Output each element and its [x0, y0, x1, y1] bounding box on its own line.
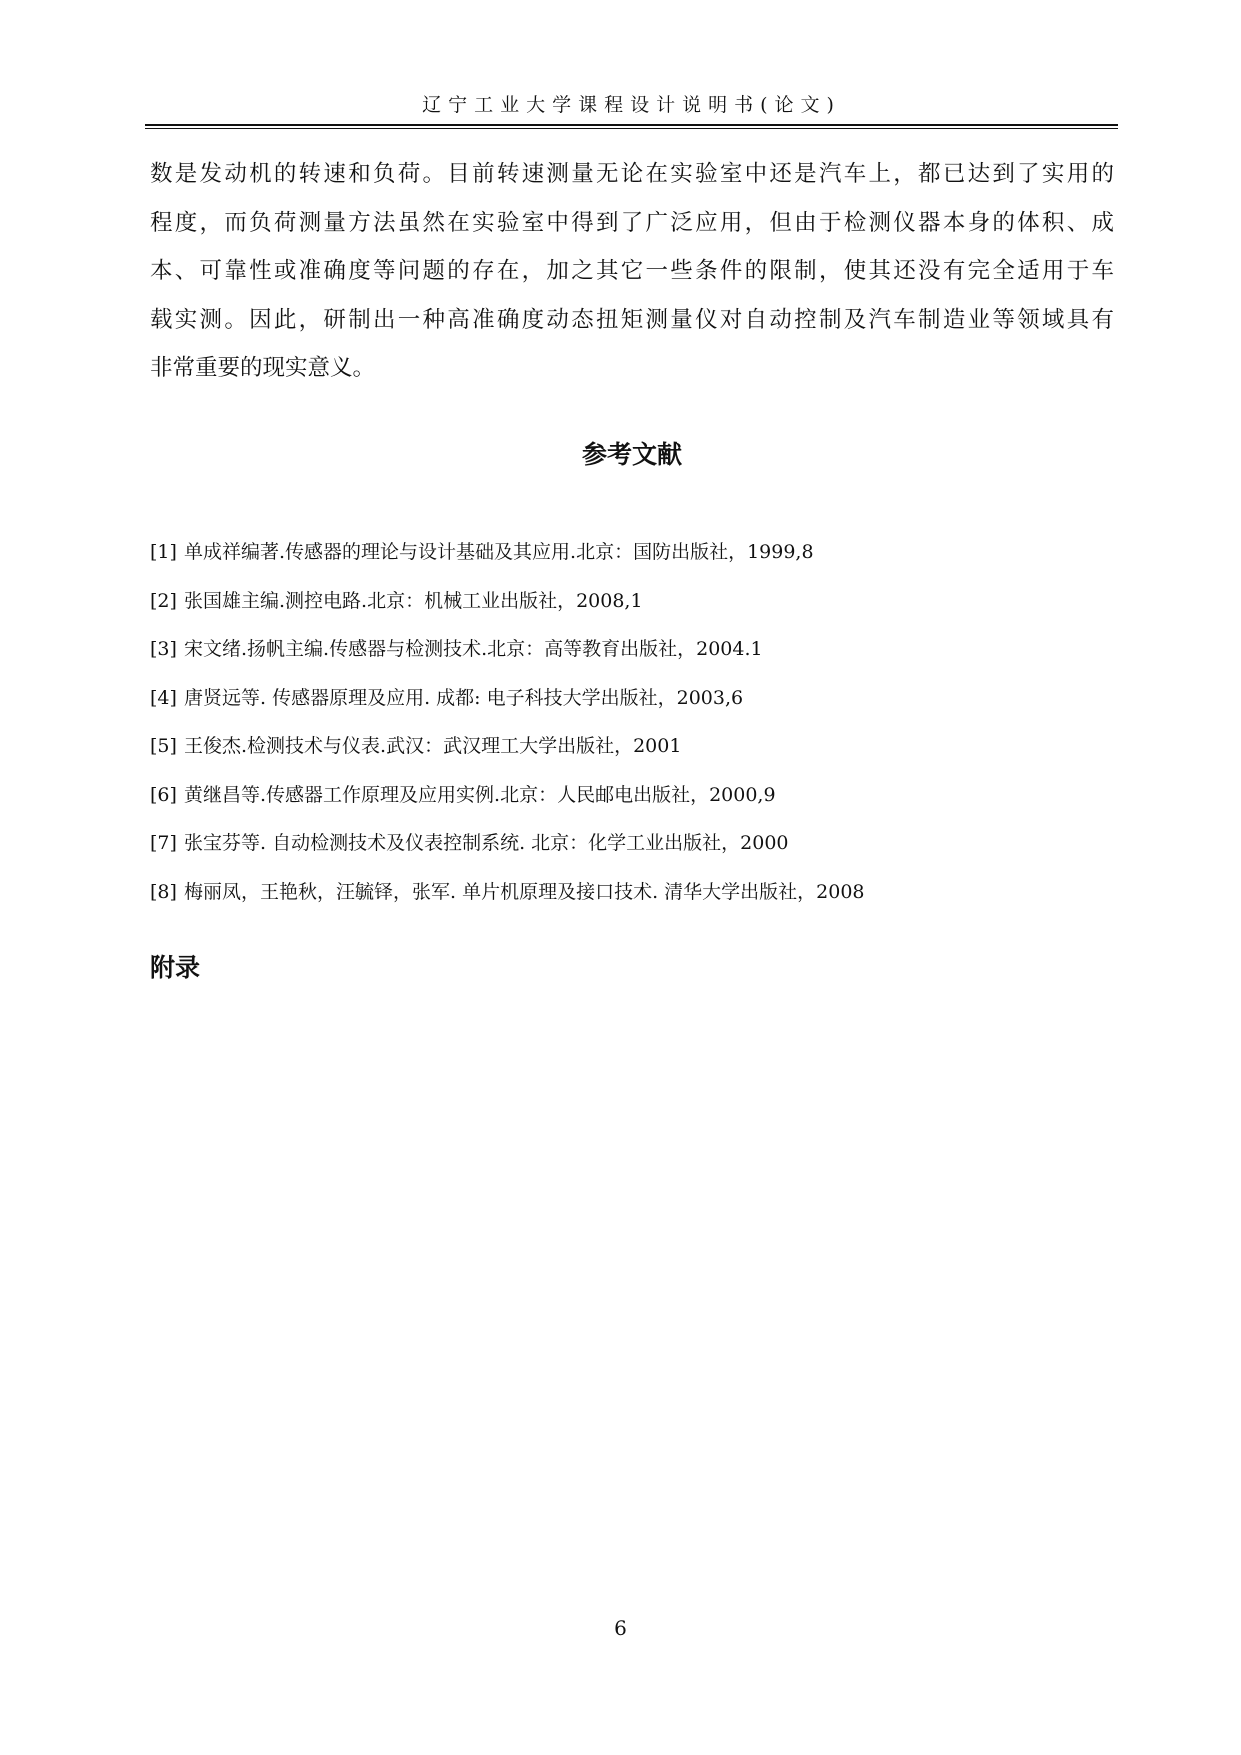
reference-text: 王俊杰.检测技术与仪表.武汉：武汉理工大学出版社，2001 [184, 735, 682, 757]
reference-item [150, 868, 1114, 917]
reference-text: 张国雄主编.测控电路.北京：机械工业出版社，2008,1 [184, 589, 643, 612]
reference-number: [5] [150, 735, 177, 757]
page-number: 6 [614, 1616, 627, 1640]
header-divider-thin [145, 128, 1118, 129]
reference-text: 宋文绪.扬帆主编.传感器与检测技术.北京：高等教育出版社，2004.1 [184, 638, 763, 660]
header-divider-thick [145, 124, 1118, 126]
reference-text: 单成祥编著.传感器的理论与设计基础及其应用.北京：国防出版社，1999,8 [184, 541, 814, 563]
body-paragraph [150, 150, 1114, 393]
reference-item [150, 674, 1114, 723]
reference-item [150, 625, 1114, 674]
body-line-1: 数是发动机的转速和负荷。目前转速测量无论在实验室中还是汽车上，都已达到了实用的 [150, 161, 1114, 187]
body-line-2: 程度，而负荷测量方法虽然在实验室中得到了广泛应用，但由于检测仪器本身的体积、成 [150, 209, 1114, 236]
reference-number: [2] [150, 589, 177, 612]
body-line-3: 本、可靠性或准确度等问题的存在，加之其它一些条件的限制，使其还没有完全适用于车 [150, 258, 1114, 284]
reference-item [150, 819, 1114, 868]
reference-number: [8] [150, 880, 177, 903]
reference-text: 梅丽凤，王艳秋，汪毓铎，张军. 单片机原理及接口技术. 清华大学出版社，2008 [184, 880, 865, 903]
references-list [150, 528, 1114, 916]
reference-text: 唐贤远等. 传感器原理及应用. 成都: 电子科技大学出版社，2003,6 [184, 686, 744, 709]
reference-item [150, 771, 1114, 820]
reference-text: 黄继昌等.传感器工作原理及应用实例.北京：人民邮电出版社，2000,9 [184, 783, 776, 806]
references-title: 参考文献 [581, 440, 682, 469]
body-line-4: 载实测。因此，研制出一种高准确度动态扭矩测量仪对自动控制及汽车制造业等领域具有 [150, 306, 1114, 333]
reference-text: 张宝芬等. 自动检测技术及仪表控制系统. 北京：化学工业出版社，2000 [184, 832, 789, 854]
appendix-title: 附录 [150, 953, 201, 982]
reference-number: [6] [150, 783, 177, 806]
reference-number: [4] [150, 686, 177, 709]
reference-item [150, 722, 1114, 771]
body-line-5: 非常重要的现实意义。 [150, 355, 376, 381]
reference-number: [1] [150, 541, 177, 563]
reference-number: [3] [150, 638, 177, 660]
reference-number: [7] [150, 832, 177, 854]
page-header-title: 辽宁工业大学课程设计说明书(论文) [422, 94, 841, 116]
reference-item [150, 577, 1114, 626]
reference-item [150, 528, 1114, 577]
